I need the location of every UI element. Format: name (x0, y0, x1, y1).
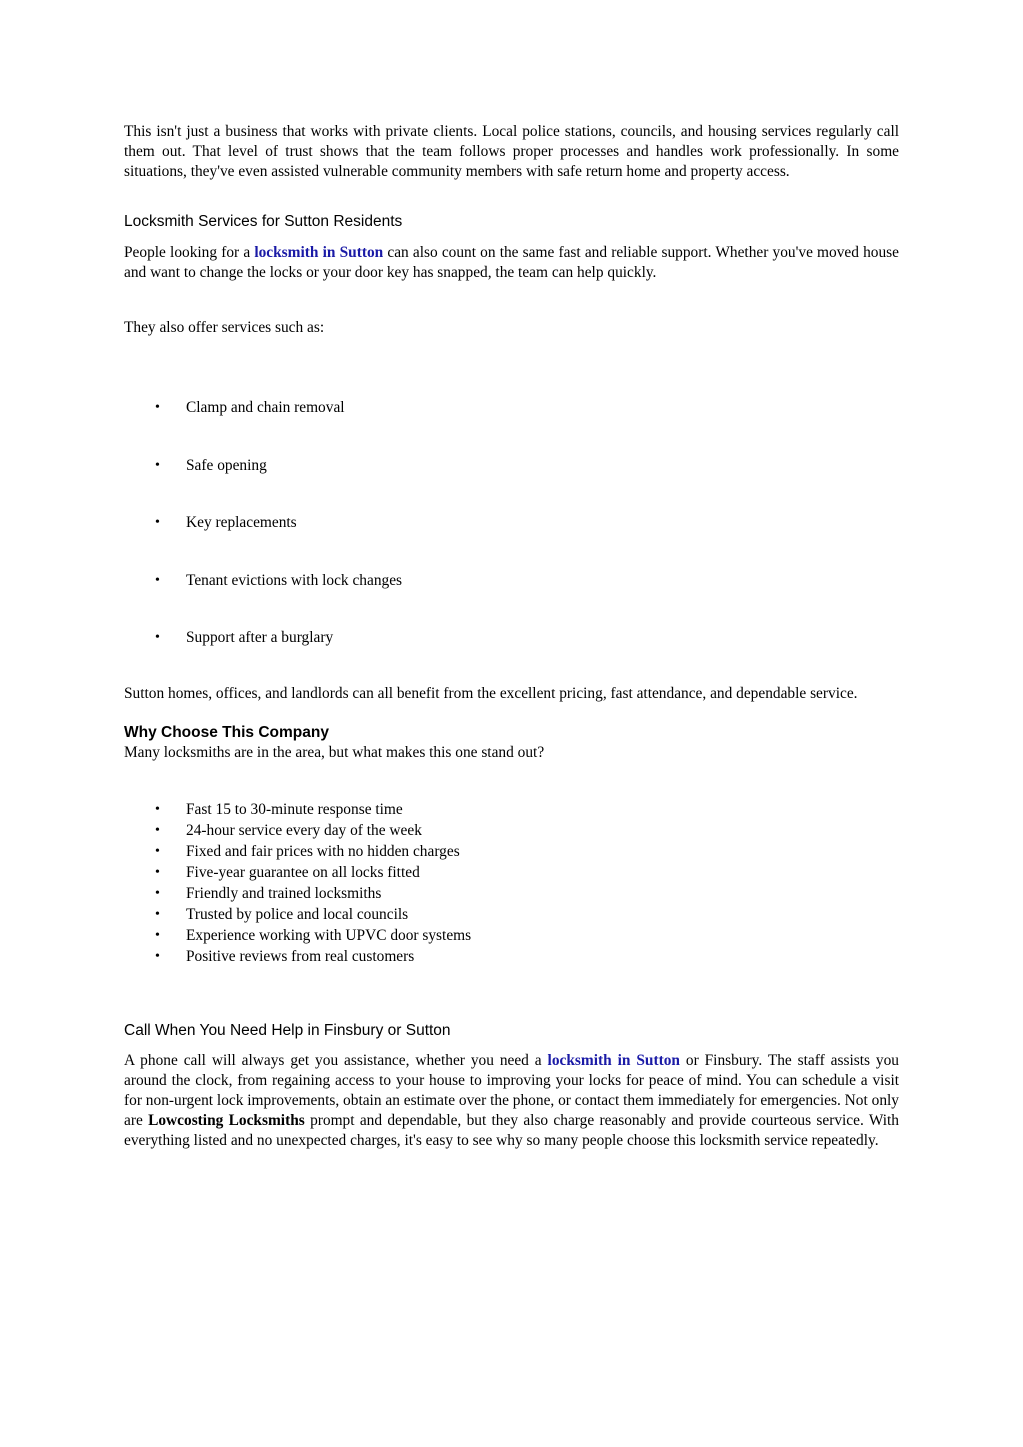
sutton-intro-paragraph (124, 243, 899, 283)
reason-label: Trusted by police and local councils (186, 906, 409, 923)
bullet-icon: • (155, 907, 160, 922)
list-item (124, 926, 899, 946)
reason-label: Fast 15 to 30-minute response time (186, 801, 403, 818)
reason-label: Experience working with UPVC door systems (186, 927, 472, 944)
service-label: Safe opening (186, 456, 267, 474)
service-label: Support after a burglary (186, 629, 334, 646)
bullet-icon: • (155, 823, 160, 838)
sutton-intro-text-a: People looking for a (124, 244, 255, 261)
services-list (124, 398, 899, 648)
bullet-icon: • (155, 865, 160, 880)
list-item (124, 821, 899, 841)
call-section-paragraph (124, 1051, 899, 1151)
list-item (124, 863, 899, 883)
sutton-services-heading: Locksmith Services for Sutton Residents (124, 213, 403, 230)
service-label: Tenant evictions with lock changes (186, 571, 403, 589)
reason-label: Positive reviews from real customers (186, 948, 415, 965)
bullet-icon: • (155, 844, 160, 859)
bullet-icon: • (155, 886, 160, 901)
bullet-icon: • (155, 572, 160, 588)
list-item (124, 456, 899, 476)
locksmith-in-sutton-link[interactable]: locksmith in Sutton (254, 244, 384, 261)
call-text-b: or Finsbury. The staff assists you around the clock, from regaining access to your house to improving your locks for peace of mind. You can schedule a visit for non-urgent lock improvements, obtain an estimate over the phone, or contact them immediately for emergencies. Not only are (124, 1052, 899, 1129)
bullet-icon: • (155, 802, 160, 817)
reason-label: Five-year guarantee on all locks fitted (186, 864, 420, 881)
bullet-icon: • (155, 928, 160, 943)
list-item (124, 884, 899, 904)
locksmith-in-sutton-link-2[interactable]: locksmith in Sutton (547, 1052, 680, 1069)
reasons-list (124, 800, 899, 967)
list-item (124, 398, 899, 418)
sutton-intro-text-b: can also count on the same fast and reliable support. Whether you've moved house and want to change the locks or your door key has snapped, the team can help quickly. (124, 244, 899, 281)
brand-name: Lowcosting Locksmiths (148, 1112, 305, 1129)
reason-label: Friendly and trained locksmiths (186, 885, 382, 902)
why-choose-intro: Many locksmiths are in the area, but what makes this one stand out? (124, 744, 545, 761)
service-label: Key replacements (186, 514, 297, 531)
bullet-icon: • (155, 949, 160, 964)
bullet-icon: • (155, 457, 160, 473)
bullet-icon: • (155, 400, 160, 415)
call-section-heading: Call When You Need Help in Finsbury or Sutton (124, 1022, 451, 1039)
call-text-a: A phone call will always get you assistance, whether you need a (124, 1052, 548, 1069)
bullet-icon: • (155, 630, 160, 645)
list-item (124, 628, 899, 648)
sutton-closing-paragraph: Sutton homes, offices, and landlords can all benefit from the excellent pricing, fast attendance, and dependable service. (124, 685, 858, 702)
bullet-icon: • (155, 515, 160, 530)
call-text-c: prompt and dependable, but they also charge reasonably and provide courteous service. With everything listed and no unexpected charges, it's easy to see why so many people choose this locksmith service repeatedly. (124, 1112, 899, 1149)
intro-paragraph: This isn't just a business that works with private clients. Local police stations, councils, and housing services regularly call them out. That level of trust shows that the team follows proper processes and handles work professionally. In some situations, they've even assisted vulnerable community members with safe return home and property access. (124, 123, 899, 180)
list-item (124, 571, 899, 591)
list-item (124, 800, 899, 820)
why-choose-heading: Why Choose This Company (124, 724, 329, 741)
list-item (124, 513, 899, 533)
list-item (124, 947, 899, 967)
service-label: Clamp and chain removal (186, 399, 345, 416)
reason-label: 24-hour service every day of the week (186, 822, 422, 839)
list-item (124, 905, 899, 925)
services-intro-paragraph: They also offer services such as: (124, 319, 325, 336)
document-page (124, 122, 899, 1151)
list-item (124, 842, 899, 862)
reason-label: Fixed and fair prices with no hidden charges (186, 843, 460, 860)
